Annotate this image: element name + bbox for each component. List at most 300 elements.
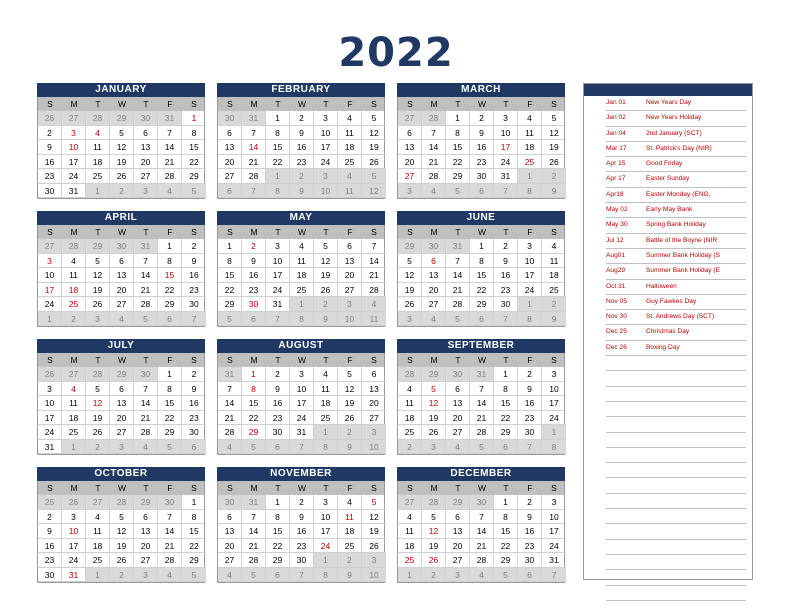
day-cell: 30 — [266, 425, 290, 440]
month-january — [37, 83, 205, 199]
weekday-header-row — [37, 353, 205, 367]
day-cell: 25 — [398, 425, 422, 440]
day-cell: 23 — [470, 155, 494, 170]
day-cell: 2 — [290, 111, 314, 126]
adjacent-month-day: 3 — [134, 184, 158, 199]
day-cell: 20 — [218, 539, 242, 554]
holiday-date: Dec 26 — [606, 343, 627, 351]
holiday-row — [606, 249, 746, 264]
weekday-header-row — [217, 97, 385, 111]
adjacent-month-day: 29 — [422, 367, 446, 382]
day-cell: 21 — [422, 155, 446, 170]
day-cell: 9 — [38, 524, 62, 539]
day-cell: 14 — [134, 268, 158, 283]
adjacent-month-day: 29 — [86, 239, 110, 254]
day-cell: 27 — [134, 553, 158, 568]
day-cell: 7 — [362, 239, 386, 254]
day-cell: 4 — [290, 239, 314, 254]
weekday-header: W — [117, 227, 127, 237]
adjacent-month-day: 2 — [110, 184, 134, 199]
month-name: NOVEMBER — [217, 467, 385, 481]
day-cell: 14 — [422, 140, 446, 155]
day-cell: 17 — [542, 524, 566, 539]
day-cell: 12 — [110, 524, 134, 539]
weekday-header: T — [275, 355, 281, 365]
adjacent-month-day: 5 — [182, 568, 206, 583]
day-cell: 21 — [158, 155, 182, 170]
adjacent-month-day: 8 — [518, 312, 542, 327]
day-cell: 20 — [446, 411, 470, 426]
weekday-header: T — [95, 227, 101, 237]
day-cell: 30 — [38, 184, 62, 199]
adjacent-month-day: 7 — [542, 568, 566, 583]
day-cell: 2 — [470, 111, 494, 126]
day-cell: 30 — [242, 297, 266, 312]
day-cell: 25 — [542, 283, 566, 298]
day-cell: 16 — [470, 140, 494, 155]
day-grid — [37, 367, 205, 455]
day-cell: 7 — [470, 510, 494, 525]
day-cell: 10 — [62, 140, 86, 155]
day-cell: 22 — [470, 283, 494, 298]
holiday-name: Halloween — [646, 282, 677, 290]
day-cell: 15 — [182, 140, 206, 155]
weekday-header: T — [503, 99, 509, 109]
adjacent-month-day: 5 — [158, 440, 182, 455]
day-cell: 19 — [86, 283, 110, 298]
weekday-header: M — [250, 483, 258, 493]
day-cell: 27 — [362, 411, 386, 426]
day-cell: 29 — [182, 553, 206, 568]
day-cell: 28 — [134, 425, 158, 440]
adjacent-month-day: 9 — [314, 312, 338, 327]
day-cell: 10 — [542, 382, 566, 397]
day-cell: 1 — [494, 495, 518, 510]
weekday-header: F — [347, 99, 353, 109]
weekday-header: S — [47, 227, 53, 237]
day-cell: 8 — [182, 126, 206, 141]
day-cell: 12 — [314, 254, 338, 269]
empty-note-line — [606, 586, 746, 601]
day-cell: 29 — [494, 553, 518, 568]
day-cell: 15 — [218, 268, 242, 283]
day-cell: 4 — [62, 254, 86, 269]
day-cell: 14 — [218, 396, 242, 411]
day-cell: 30 — [38, 568, 62, 583]
day-cell: 6 — [362, 367, 386, 382]
adjacent-month-day: 4 — [446, 440, 470, 455]
day-cell: 26 — [338, 411, 362, 426]
weekday-header: S — [551, 355, 557, 365]
day-cell: 16 — [182, 268, 206, 283]
day-cell: 3 — [518, 239, 542, 254]
adjacent-month-day: 30 — [218, 495, 242, 510]
adjacent-month-day: 26 — [62, 495, 86, 510]
day-cell: 3 — [314, 111, 338, 126]
adjacent-month-day: 12 — [362, 184, 386, 199]
holiday-name: Early May Bank — [646, 206, 693, 214]
adjacent-month-day: 10 — [362, 440, 386, 455]
day-cell: 26 — [110, 169, 134, 184]
adjacent-month-day: 9 — [542, 312, 566, 327]
day-cell: 16 — [182, 396, 206, 411]
day-cell: 9 — [494, 254, 518, 269]
weekday-header-row — [397, 225, 565, 239]
day-cell: 16 — [518, 396, 542, 411]
adjacent-month-day: 29 — [110, 367, 134, 382]
day-cell: 24 — [290, 411, 314, 426]
holiday-name: Spring Bank Holiday — [646, 221, 706, 229]
day-cell: 3 — [38, 254, 62, 269]
day-cell: 19 — [422, 411, 446, 426]
adjacent-month-day: 6 — [266, 568, 290, 583]
holiday-name: Boxing Day — [646, 343, 680, 351]
weekday-header: F — [167, 355, 173, 365]
adjacent-month-day: 31 — [470, 367, 494, 382]
day-cell: 31 — [38, 440, 62, 455]
day-cell: 13 — [446, 524, 470, 539]
weekday-header: T — [275, 99, 281, 109]
holiday-name: Summer Bank Holiday (S — [646, 251, 721, 259]
adjacent-month-day: 30 — [470, 495, 494, 510]
day-cell: 18 — [338, 140, 362, 155]
weekday-header-row — [397, 481, 565, 495]
day-cell: 7 — [422, 126, 446, 141]
day-cell: 19 — [362, 140, 386, 155]
weekday-header-row — [37, 97, 205, 111]
weekday-header: M — [430, 99, 438, 109]
weekday-header: M — [250, 355, 258, 365]
adjacent-month-day: 6 — [470, 184, 494, 199]
day-cell: 4 — [86, 126, 110, 141]
adjacent-month-day: 5 — [446, 184, 470, 199]
weekday-header: M — [430, 355, 438, 365]
day-cell: 19 — [338, 396, 362, 411]
day-cell: 19 — [110, 155, 134, 170]
holiday-date: Nov 30 — [606, 313, 627, 321]
adjacent-month-day: 31 — [446, 239, 470, 254]
day-cell: 9 — [518, 510, 542, 525]
day-cell: 29 — [470, 297, 494, 312]
day-cell: 9 — [38, 140, 62, 155]
day-cell: 29 — [266, 553, 290, 568]
holiday-name: Guy Fawkes Day — [646, 297, 697, 305]
day-cell: 9 — [182, 254, 206, 269]
day-cell: 20 — [398, 155, 422, 170]
day-cell: 7 — [134, 254, 158, 269]
adjacent-month-day: 4 — [158, 184, 182, 199]
holiday-name: New Years Holiday — [646, 114, 702, 122]
day-cell: 31 — [266, 297, 290, 312]
holiday-row — [606, 111, 746, 126]
day-cell: 8 — [158, 382, 182, 397]
day-cell: 14 — [158, 140, 182, 155]
day-cell: 10 — [494, 126, 518, 141]
adjacent-month-day: 3 — [362, 553, 386, 568]
day-cell: 18 — [62, 283, 86, 298]
adjacent-month-day: 7 — [266, 312, 290, 327]
adjacent-month-day: 4 — [422, 184, 446, 199]
adjacent-month-day: 30 — [110, 239, 134, 254]
day-cell: 27 — [422, 297, 446, 312]
day-cell: 22 — [242, 411, 266, 426]
day-cell: 6 — [446, 382, 470, 397]
weekday-header: T — [143, 99, 149, 109]
day-cell: 6 — [398, 126, 422, 141]
adjacent-month-day: 31 — [158, 111, 182, 126]
empty-note-line — [606, 494, 746, 509]
day-cell: 2 — [518, 367, 542, 382]
holiday-row — [606, 310, 746, 325]
day-cell: 8 — [218, 254, 242, 269]
weekday-header: T — [455, 483, 461, 493]
weekday-header: W — [117, 483, 127, 493]
holiday-date: Mar 17 — [606, 144, 627, 152]
empty-note-line — [606, 570, 746, 585]
day-cell: 13 — [446, 396, 470, 411]
day-grid — [397, 239, 565, 327]
day-cell: 10 — [266, 254, 290, 269]
month-march — [397, 83, 565, 199]
adjacent-month-day: 1 — [314, 425, 338, 440]
adjacent-month-day: 28 — [422, 495, 446, 510]
day-cell: 2 — [38, 510, 62, 525]
day-cell: 12 — [86, 268, 110, 283]
adjacent-month-day: 5 — [242, 568, 266, 583]
holiday-name: St. Patrick's Day (NIR) — [646, 144, 712, 152]
weekday-header: T — [323, 355, 329, 365]
adjacent-month-day: 6 — [182, 440, 206, 455]
day-cell: 11 — [314, 382, 338, 397]
adjacent-month-day: 4 — [218, 568, 242, 583]
day-cell: 14 — [158, 524, 182, 539]
adjacent-month-day: 1 — [542, 425, 566, 440]
day-cell: 1 — [218, 239, 242, 254]
adjacent-month-day: 11 — [338, 184, 362, 199]
day-cell: 15 — [266, 140, 290, 155]
day-cell: 6 — [110, 254, 134, 269]
day-cell: 4 — [86, 510, 110, 525]
weekday-header: T — [503, 227, 509, 237]
holiday-date: Apr 15 — [606, 160, 626, 168]
weekday-header: W — [477, 99, 487, 109]
day-grid — [217, 367, 385, 455]
day-cell: 6 — [218, 510, 242, 525]
holiday-date: Oct 31 — [606, 282, 626, 290]
day-cell: 14 — [470, 396, 494, 411]
day-cell: 3 — [38, 382, 62, 397]
weekday-header: T — [143, 227, 149, 237]
adjacent-month-day: 5 — [494, 568, 518, 583]
holiday-date: Jan 04 — [606, 129, 626, 137]
adjacent-month-day: 4 — [218, 440, 242, 455]
adjacent-month-day: 5 — [218, 312, 242, 327]
day-cell: 2 — [494, 239, 518, 254]
day-cell: 3 — [62, 126, 86, 141]
adjacent-month-day: 3 — [422, 440, 446, 455]
day-cell: 4 — [542, 239, 566, 254]
day-cell: 1 — [266, 495, 290, 510]
day-cell: 25 — [86, 553, 110, 568]
day-cell: 5 — [86, 254, 110, 269]
month-may — [217, 211, 385, 327]
adjacent-month-day: 4 — [134, 440, 158, 455]
adjacent-month-day: 3 — [398, 184, 422, 199]
day-cell: 7 — [470, 382, 494, 397]
day-cell: 4 — [398, 382, 422, 397]
adjacent-month-day: 1 — [62, 440, 86, 455]
day-cell: 17 — [314, 524, 338, 539]
day-cell: 10 — [38, 396, 62, 411]
weekday-header: W — [297, 355, 307, 365]
day-cell: 3 — [542, 495, 566, 510]
month-october — [37, 467, 205, 583]
day-cell: 4 — [314, 367, 338, 382]
weekday-header: T — [503, 355, 509, 365]
adjacent-month-day: 8 — [290, 312, 314, 327]
adjacent-month-day: 27 — [86, 495, 110, 510]
weekday-header: S — [191, 99, 197, 109]
day-cell: 27 — [218, 169, 242, 184]
adjacent-month-day: 2 — [542, 297, 566, 312]
day-cell: 29 — [182, 169, 206, 184]
day-cell: 9 — [182, 382, 206, 397]
weekday-header: W — [477, 355, 487, 365]
day-cell: 20 — [218, 155, 242, 170]
holiday-name: Summer Bank Holiday (E — [646, 267, 721, 275]
day-cell: 30 — [518, 553, 542, 568]
adjacent-month-day: 9 — [338, 440, 362, 455]
weekday-header: T — [95, 355, 101, 365]
empty-note-line — [606, 356, 746, 371]
adjacent-month-day: 2 — [338, 553, 362, 568]
day-cell: 5 — [110, 510, 134, 525]
day-cell: 10 — [314, 126, 338, 141]
day-grid — [397, 367, 565, 455]
month-name: JANUARY — [37, 83, 205, 97]
day-cell: 1 — [158, 367, 182, 382]
day-cell: 1 — [242, 367, 266, 382]
day-cell: 6 — [218, 126, 242, 141]
weekday-header: S — [371, 355, 377, 365]
weekday-header: T — [323, 99, 329, 109]
adjacent-month-day: 8 — [266, 184, 290, 199]
day-cell: 15 — [446, 140, 470, 155]
adjacent-month-day: 4 — [158, 568, 182, 583]
adjacent-month-day: 8 — [542, 440, 566, 455]
day-cell: 9 — [290, 126, 314, 141]
day-cell: 5 — [422, 382, 446, 397]
day-cell: 15 — [158, 396, 182, 411]
weekday-header: T — [275, 483, 281, 493]
day-cell: 28 — [218, 425, 242, 440]
weekday-header: S — [551, 99, 557, 109]
day-cell: 17 — [62, 155, 86, 170]
day-cell: 20 — [362, 396, 386, 411]
weekday-header: S — [227, 483, 233, 493]
adjacent-month-day: 7 — [242, 184, 266, 199]
adjacent-month-day: 2 — [398, 440, 422, 455]
month-july — [37, 339, 205, 455]
day-cell: 21 — [446, 283, 470, 298]
weekday-header: T — [323, 227, 329, 237]
month-december — [397, 467, 565, 583]
day-cell: 27 — [110, 297, 134, 312]
weekday-header: W — [117, 99, 127, 109]
month-name: SEPTEMBER — [397, 339, 565, 353]
day-cell: 19 — [398, 283, 422, 298]
adjacent-month-day: 6 — [218, 184, 242, 199]
holiday-panel — [583, 83, 753, 580]
weekday-header: S — [47, 99, 53, 109]
weekday-header: S — [371, 99, 377, 109]
day-cell: 17 — [38, 283, 62, 298]
weekday-header: T — [275, 227, 281, 237]
day-cell: 26 — [362, 155, 386, 170]
weekday-header-row — [37, 481, 205, 495]
holiday-list — [584, 96, 752, 601]
month-name: DECEMBER — [397, 467, 565, 481]
adjacent-month-day: 1 — [518, 297, 542, 312]
empty-note-line — [606, 509, 746, 524]
day-cell: 24 — [62, 553, 86, 568]
holiday-date: Jan 02 — [606, 114, 626, 122]
day-cell: 23 — [182, 411, 206, 426]
adjacent-month-day: 4 — [470, 568, 494, 583]
empty-note-line — [606, 448, 746, 463]
weekday-header: M — [70, 355, 78, 365]
day-cell: 29 — [242, 425, 266, 440]
adjacent-month-day: 6 — [470, 312, 494, 327]
day-cell: 11 — [86, 524, 110, 539]
weekday-header: S — [227, 227, 233, 237]
day-cell: 2 — [242, 239, 266, 254]
adjacent-month-day: 8 — [518, 184, 542, 199]
day-cell: 25 — [62, 297, 86, 312]
weekday-header-row — [217, 353, 385, 367]
empty-note-line — [606, 463, 746, 478]
day-cell: 18 — [86, 539, 110, 554]
day-grid — [217, 239, 385, 327]
adjacent-month-day: 31 — [134, 239, 158, 254]
day-cell: 27 — [338, 283, 362, 298]
day-cell: 9 — [290, 510, 314, 525]
adjacent-month-day: 5 — [362, 169, 386, 184]
day-cell: 25 — [86, 169, 110, 184]
weekday-header: M — [250, 99, 258, 109]
day-cell: 8 — [446, 126, 470, 141]
day-cell: 8 — [494, 382, 518, 397]
day-cell: 23 — [518, 411, 542, 426]
day-cell: 16 — [494, 268, 518, 283]
day-cell: 22 — [266, 155, 290, 170]
day-cell: 31 — [290, 425, 314, 440]
day-cell: 3 — [314, 495, 338, 510]
day-cell: 10 — [542, 510, 566, 525]
holiday-date: Apr18 — [606, 190, 624, 198]
day-cell: 11 — [62, 268, 86, 283]
day-cell: 5 — [86, 382, 110, 397]
weekday-header: W — [477, 227, 487, 237]
day-cell: 13 — [398, 140, 422, 155]
day-cell: 18 — [398, 539, 422, 554]
adjacent-month-day: 3 — [110, 440, 134, 455]
day-cell: 28 — [242, 169, 266, 184]
day-cell: 19 — [362, 524, 386, 539]
day-cell: 27 — [446, 553, 470, 568]
day-cell: 28 — [158, 553, 182, 568]
day-cell: 28 — [422, 169, 446, 184]
